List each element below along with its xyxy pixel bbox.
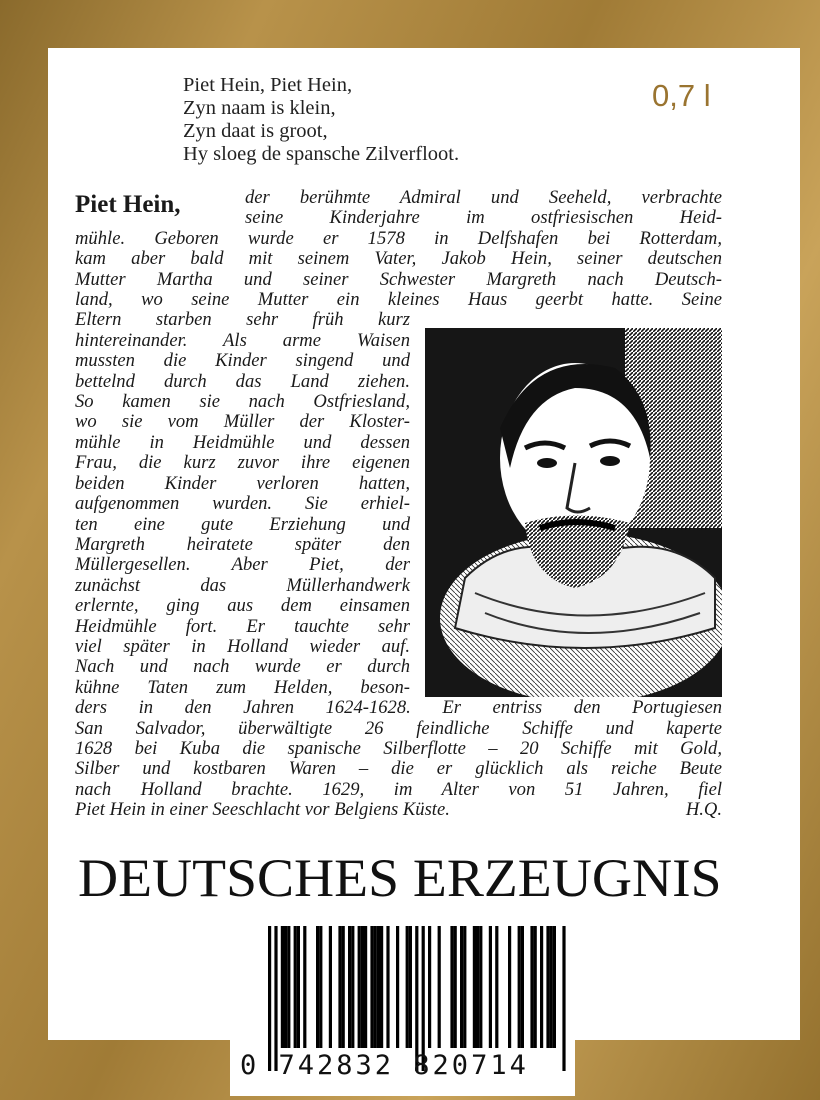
poem-line: Zyn daat is groot, — [183, 120, 328, 142]
article-line: Piet Hein in einer Seeschlacht vor Belgiens Küste. — [75, 799, 450, 821]
barcode-bar — [460, 926, 463, 1048]
barcode-bar — [303, 926, 306, 1048]
volume: 0,7 l — [652, 78, 711, 113]
barcode-bar — [550, 926, 553, 1048]
article-line: beiden Kinder verloren hatten, — [75, 472, 410, 494]
barcode-bar — [546, 926, 549, 1048]
article-line: kam aber bald mit seinem Vater, Jakob Hein, seiner deutschen — [75, 248, 722, 270]
article-line: Eltern starben sehr früh kurz — [75, 309, 410, 331]
barcode-bar — [540, 926, 543, 1048]
barcode-bar — [495, 926, 498, 1048]
article-line: ders in den Jahren 1624-1628. Er entriss den Portugiesen — [75, 697, 722, 719]
barcode-bar — [380, 926, 383, 1048]
poem — [183, 74, 459, 166]
article-line: aufgenommen wurden. Sie erhiel- — [75, 493, 410, 515]
barcode-bar — [294, 926, 297, 1048]
barcode-bar — [370, 926, 373, 1048]
article-line: Mutter Martha und seiner Schwester Margreth nach Deutsch- — [75, 268, 722, 290]
article-line: wo sie vom Müller der Kloster- — [75, 411, 410, 433]
barcode-bar — [409, 926, 412, 1048]
barcode-bar — [521, 926, 524, 1048]
article-line: Nach und nach wurde er durch — [75, 656, 410, 678]
barcode-bar — [374, 926, 377, 1048]
article-line: Frau, die kurz zuvor ihre eigenen — [75, 452, 410, 474]
barcode-bar — [319, 926, 322, 1048]
article-line: kühne Taten zum Helden, beson- — [75, 676, 410, 698]
barcode-bar — [329, 926, 332, 1048]
barcode-guard-bar — [562, 926, 565, 1071]
article-line: Müllergesellen. Aber Piet, der — [75, 554, 410, 576]
barcode-bar — [377, 926, 380, 1048]
article-line: erlernte, ging aus dem einsamen — [75, 595, 410, 617]
barcode-bar — [479, 926, 482, 1048]
barcode-bar — [473, 926, 476, 1048]
barcode-bar — [534, 926, 537, 1048]
barcode-bar — [438, 926, 441, 1048]
barcode-bar — [476, 926, 479, 1048]
barcode-bar — [553, 926, 556, 1048]
barcode-bar — [316, 926, 319, 1048]
barcode-bar — [450, 926, 453, 1048]
barcode-bar — [406, 926, 409, 1048]
article-line: nach Holland brachte. 1629, im Alter von 51 Jahren, fiel — [75, 778, 722, 800]
barcode-bar — [361, 926, 364, 1048]
article-line: land, wo seine Mutter ein kleines Haus geerbt hatte. Seine — [75, 289, 722, 311]
barcode-bar — [428, 926, 431, 1048]
article-last-line — [75, 800, 722, 820]
article-line: viel später in Holland wieder auf. — [75, 635, 410, 657]
barcode-bar — [338, 926, 341, 1048]
poem-line: Zyn naam is klein, — [183, 97, 336, 119]
barcode-bar — [518, 926, 521, 1048]
article-line: Silber und kostbaren Waren – die er glücklich als reiche Beute — [75, 758, 722, 780]
origin-label: DEUTSCHES ERZEUGNIS — [78, 848, 722, 908]
barcode-bar — [287, 926, 290, 1048]
barcode-bar — [489, 926, 492, 1048]
article-lead: Piet Hein, — [75, 191, 181, 218]
article-line: zunächst das Müllerhandwerk — [75, 574, 410, 596]
barcode-bar — [508, 926, 511, 1048]
poem-line: Hy sloeg de spansche Zilverfloot. — [183, 143, 460, 165]
barcode-bar — [284, 926, 287, 1048]
barcode-bar — [348, 926, 351, 1048]
barcode-bar — [396, 926, 399, 1048]
article-line: hintereinander. Als arme Waisen — [75, 329, 410, 351]
barcode-bar — [454, 926, 457, 1048]
article-line: San Salvador, überwältigte 26 feindliche Schiffe und kaperte — [75, 717, 722, 739]
barcode-bar — [386, 926, 389, 1048]
article-line: 1628 bei Kuba die spanische Silberflotte – 20 Schiffe mit Gold, — [75, 737, 722, 759]
barcode-bar — [358, 926, 361, 1048]
article-line: mühle in Heidmühle und dessen — [75, 431, 410, 453]
barcode-bar — [281, 926, 284, 1048]
article-line: Heidmühle fort. Er tauchte sehr — [75, 615, 410, 637]
article-line: ten eine gute Erziehung und — [75, 513, 410, 535]
barcode-number: 0 742832 820714 — [240, 1050, 529, 1081]
article-line: seine Kinderjahre im ostfriesischen Heid- — [245, 207, 722, 229]
poem-line: Piet Hein, Piet Hein, — [183, 74, 353, 96]
article-line: bettelnd durch das Land ziehen. — [75, 370, 410, 392]
barcode-bar — [463, 926, 466, 1048]
article-line: mühle. Geboren wurde er 1578 in Delfshafen bei Rotterdam, — [75, 227, 722, 249]
barcode-bar — [364, 926, 367, 1048]
article-line: Margreth heiratete später den — [75, 533, 410, 555]
article-line: So kamen sie nach Ostfriesland, — [75, 391, 410, 413]
barcode-bar — [530, 926, 533, 1048]
article-line: mussten die Kinder singend und — [75, 350, 410, 372]
barcode-bar — [297, 926, 300, 1048]
article-line: der berühmte Admiral und Seeheld, verbrachte — [245, 187, 722, 208]
portrait-engraving — [425, 328, 722, 697]
signature: H.Q. — [685, 799, 722, 821]
barcode-bar — [351, 926, 354, 1048]
barcode-bar — [342, 926, 345, 1048]
